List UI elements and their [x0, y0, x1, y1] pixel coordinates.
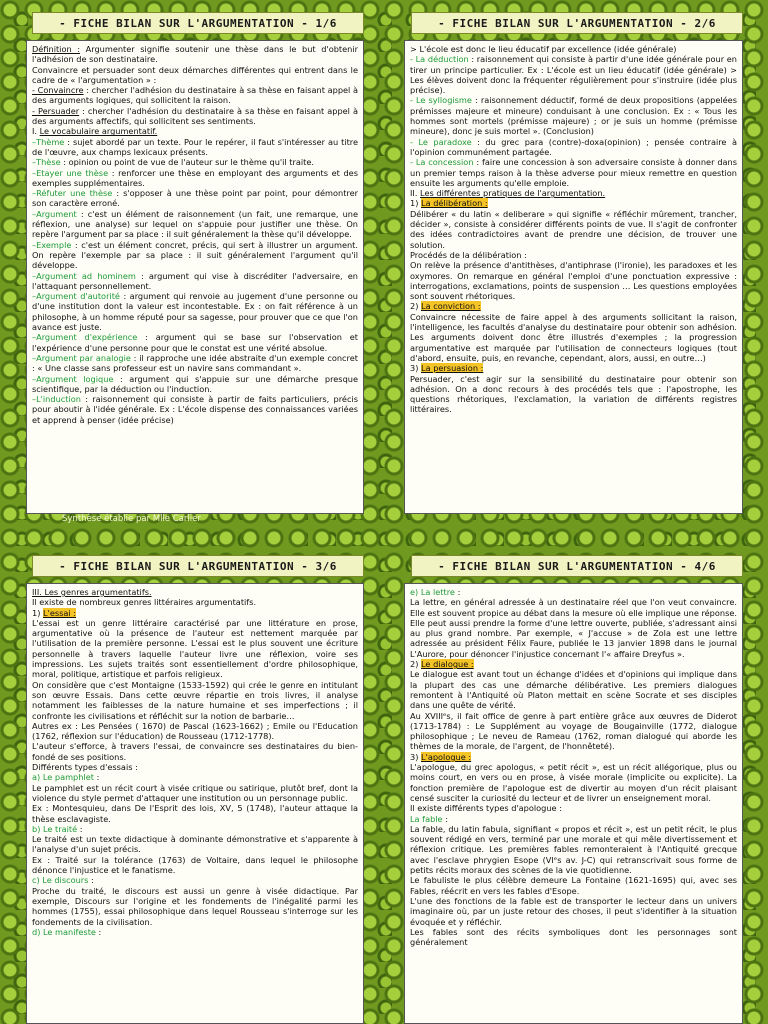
- label-text: La persuasion :: [421, 363, 484, 374]
- paragraph: Autres ex : Les Pensées ( 1670) de Pascal (1623-1662) ; Emile ou l'Education (1762, réflexion sur l'éducation) de Rousseau (1712-1778).: [32, 720, 358, 742]
- label: –Thème: [32, 136, 65, 147]
- paragraph: [32, 44, 358, 65]
- paragraph: [32, 157, 358, 167]
- paragraph: [32, 824, 358, 834]
- paragraph: Le traité est un texte didactique à dominante démonstrative et s'apparente à l'analyse d'un sujet précis.: [32, 834, 358, 855]
- paragraph: Proche du traité, le discours est aussi un genre à visée didactique. Par exemple, Discours sur l'origine et les fondements de l'inégalité parmi les hommes (1755), essai philosophique dans lequel Rousseau s'interroge sur les fondements de la civilisation.: [32, 885, 358, 927]
- paragraph: [32, 927, 358, 937]
- label-text: : raisonnement qui consiste à partir d'une idée générale pour en tirer un principe particulier. Ex : L'école est un lieu éducatif (idée générale) > Les élèves doivent donc la fréquenter régulièrement pour s'instruire (idée plus précise).: [410, 54, 737, 96]
- paragraph: [410, 157, 737, 188]
- label: - La déduction: [410, 54, 469, 65]
- paragraph: La fable, du latin fabula, signifiant « propos et récit », est un petit récit, le plus souvent rédigé en vers, terminé par une morale et qui mêle divertissement et réflexion critique. Les premières fables remonteraient à l'Antiquité grecque avec l'esclave phrygien Esope (VIᵉs av. J-C) qui retranscrivait sous forme de petits récits moraux des scènes de la vie quotidienne.: [410, 823, 737, 876]
- label: –Argument: [32, 208, 77, 219]
- label: 2): [410, 301, 422, 312]
- label: –Réfuter une thèse: [32, 188, 113, 199]
- paragraph: Délibérer « du latin « deliberare » qui signifie « réfléchir mûrement, trancher, décider », consiste à considérer différents points de vue. Il s'agit de confronter des idées contradictoires avant de prendre une décision, de trouver une solution.: [410, 208, 737, 250]
- card-panel-1: [26, 40, 364, 514]
- paragraph: Il existe différents types d'apologue :: [410, 803, 562, 814]
- label-text: :: [88, 875, 94, 886]
- label-text: : chercher l'adhésion du destinataire à sa thèse en faisant appel à des arguments affectifs, qui sollicitent ses sentiments.: [32, 105, 358, 127]
- paragraph: [410, 363, 737, 373]
- card-title-1: - FICHE BILAN SUR L'ARGUMENTATION - 1/6: [32, 12, 364, 34]
- paragraph: Il existe de nombreux genres littéraires argumentatifs.: [32, 597, 257, 608]
- label: –Argument ad hominem: [32, 270, 136, 281]
- paragraph: Convaincre et persuader sont deux démarches différentes qui entrent dans le cadre de « l'argumentation » :: [32, 64, 358, 85]
- label-text: :: [454, 587, 461, 597]
- label-text: L'essai :: [43, 607, 77, 618]
- paragraph: [410, 188, 737, 198]
- label: I.: [32, 126, 40, 137]
- label: –Argument logique: [32, 373, 114, 384]
- label-text: L'apologue :: [421, 751, 472, 762]
- card-title-4: - FICHE BILAN SUR L'ARGUMENTATION - 4/6: [411, 555, 743, 577]
- paragraph: [32, 188, 358, 209]
- paragraph: [32, 374, 358, 395]
- paragraph: [32, 394, 358, 425]
- label-text: : sujet abordé par un texte. Pour le repérer, il faut s'intéresser au titre de l'œuvre, aux champs lexicaux présents.: [32, 136, 358, 157]
- label-text: : argument qui s'appuie sur une démarche presque scientifique, par la déduction ou l'induction.: [32, 373, 358, 394]
- label: 2): [410, 659, 422, 670]
- paragraph: [32, 126, 358, 136]
- label-text: : raisonnement déductif, formé de deux propositions (appelées prémisses majeure et mineure) conduisant à une conclusion. Ex : « Tous les hommes sont mortels (prémisse majeure) ; or je suis un homme (prémisse mineure), donc je suis mortel ». (Conclusion): [410, 95, 737, 137]
- paragraph: On relève la présence d'antithèses, d'antiphrase (l'ironie), les paradoxes et les oxymores. On remarque en général l'emploi d'une ponctuation expressive : interrogations, exclamations, points de suspension … Les questions employées sont souvent rhétoriques.: [410, 260, 737, 302]
- paragraph: [410, 198, 737, 208]
- label: Définition :: [32, 44, 81, 54]
- label: - Le paradoxe: [410, 136, 472, 147]
- paragraph: Ex : Traité sur la tolérance (1763) de Voltaire, dans lequel le philosophe dénonce l'injustice et le fanatisme.: [32, 854, 358, 876]
- label: a) Le pamphlet: [32, 772, 94, 783]
- label-text: : faire une concession à son adversaire consiste à donner dans un premier temps raison à la thèse adverse pour mieux remettre en question ensuite les arguments qu'elle emploie.: [410, 157, 737, 188]
- card-panel-2: [404, 40, 743, 514]
- paragraph: [32, 85, 358, 106]
- label-text: La délibération :: [421, 198, 488, 209]
- label: d) Le manifeste: [32, 926, 96, 937]
- label: –Exemple: [32, 239, 72, 250]
- paragraph: L'une des fonctions de la fable est de transporter le lecteur dans un univers imaginaire où, par un juste retour des choses, il peut s'identifier à la situation évoquée et y réfléchir.: [410, 895, 737, 927]
- label: 1): [32, 607, 44, 618]
- label: 3): [410, 363, 422, 374]
- label: –Argument par analogie: [32, 352, 131, 363]
- paragraph: L'essai est un genre littéraire caractérisé par une littérature en prose, argumentative où la présence de l'auteur est nettement marquée par l'utilisation de la première personne. L'essai est le plus souvent une écriture personnelle à travers laquelle l'auteur livre une réflexion, voire ses impressions. Les sujets traités sont essentiellement d'ordre philosophique, moral, politique, artistique et parfois religieux.: [32, 617, 358, 680]
- label-text: :: [93, 772, 100, 783]
- label-text: : s'opposer à une thèse point par point, pour démontrer son caractère erroné.: [32, 188, 359, 209]
- paragraph: [410, 814, 737, 824]
- label: - Convaincre: [32, 85, 84, 96]
- paragraph: Procédés de la délibération :: [410, 249, 527, 260]
- paragraph: [32, 240, 358, 271]
- label-text: : argument qui renvoie au jugement d'une personne ou d'une institution dont la valeur est incontestable. Ex : on fait référence à un philosophe, à un homme réputé pour sa sagesse, pour prouver que ce que l'on avance est juste.: [32, 291, 358, 333]
- paragraph: Différents types d'essais :: [32, 762, 138, 773]
- card-panel-4: [404, 583, 743, 1024]
- label-text: Le vocabulaire argumentatif.: [39, 126, 158, 137]
- label: - Le syllogisme: [410, 95, 472, 106]
- paragraph: Persuader, c'est agir sur la sensibilité du destinataire pour obtenir son adhésion. On a donc recours à des procédés tels que : l'apostrophe, les questions rhétoriques, l'exclamation, la variation de différents registres littéraires.: [410, 373, 737, 415]
- paragraph: [410, 95, 737, 136]
- label-text: :: [77, 823, 83, 834]
- label: c) Le discours: [32, 875, 89, 886]
- paragraph: [32, 271, 358, 292]
- label-text: :: [95, 926, 102, 937]
- label-text: : chercher l'adhésion du destinataire à sa thèse en faisant appel à des arguments logiques, qui sollicitent la raison.: [32, 85, 358, 106]
- paragraph: [32, 137, 358, 158]
- label: –Argument d'expérience: [32, 332, 138, 343]
- label: 3): [410, 751, 422, 762]
- label: b) Le traité: [32, 823, 78, 834]
- paragraph: Le fabuliste le plus célèbre demeure La Fontaine (1621-1695) qui, avec ses Fables, réécrit en vers les fables d'Esope.: [410, 875, 737, 896]
- label-text: :: [442, 813, 448, 824]
- label: e) La lettre: [410, 587, 455, 597]
- label-text: Argumenter signifie soutenir une thèse dans le but d'obtenir l'adhésion de son destinataire.: [32, 44, 358, 65]
- paragraph: La lettre, en général adressée à un destinataire réel que l'on veut convaincre. Elle est souvent propice au débat dans la mesure où elle implique une réponse. Elle peut aussi prendre la forme d'une lettre ouverte, publiée, s'adressant ainsi au plus grand nombre. Par exemple, « J'accuse » de Zola est une lettre adressée au président Félix Faure, publiée le 13 janvier 1898 dans le journal L'Aurore, pour dénoncer l'injustice concernant l'« affaire Dreyfus ».: [410, 597, 737, 659]
- paragraph: [32, 291, 358, 332]
- paragraph: L'apologue, du grec apologus, « petit récit », est un récit allégorique, plus ou moins court, en vers ou en prose, à visée morale (implicite ou explicite). La fonction première de l'apologue est de divertir au moyen d'un récit plaisant censé susciter la curiosité du lecteur et de livrer un enseignement moral.: [410, 762, 737, 803]
- label: –Argument d'autorité: [32, 291, 120, 302]
- paragraph: Le dialogue est avant tout un échange d'idées et d'opinions qui implique dans la plupart des cas une démarche délibérative. Les premiers dialogues remontent à l'Antiquité où Platon mettait en scène Socrate et ses disciples dans une quête de vérité.: [410, 669, 737, 711]
- card-panel-3: [26, 583, 364, 1024]
- label-text: Le dialogue :: [421, 659, 474, 670]
- paragraph: [410, 587, 737, 597]
- label: - La concession: [410, 157, 474, 168]
- label: La fable: [410, 813, 443, 824]
- paragraph: [32, 106, 358, 127]
- label-text: : du grec para (contre)-doxa(opinion) ; pensée contraire à l'opinion communément partagée.: [410, 136, 737, 157]
- paragraph: > L'école est donc le lieu éducatif par excellence (idée générale): [410, 44, 677, 54]
- label-text: : c'est un élément de raisonnement (un fait, une remarque, une réflexion, une analyse) sur lequel on s'appuie pour justifier une thèse. On repère l'argument par sa place : il suit généralement la thèse qu'il développe.: [32, 208, 358, 240]
- paragraph: Convaincre nécessite de faire appel à des arguments sollicitant la raison, l'intelligence, les facultés d'analyse du destinataire pour obtenir son adhésion. Les arguments doivent donc être illustrés d'exemples ; la progression argumentative est marquée par l'utilisation de connecteurs logiques (tout d'abord, ensuite, puis, en revanche, cependant, alors, aussi, en outre…): [410, 311, 737, 363]
- paragraph: [32, 875, 358, 885]
- paragraph: Ex : Montesquieu, dans De l'Esprit des lois, XV, 5 (1748), l'auteur attaque la thèse esclavagiste.: [32, 803, 358, 824]
- label: II.: [410, 188, 421, 199]
- label-text: : c'est un élément concret, précis, qui sert à illustrer un argument. On repère l'exemple par sa place : il suit généralement l'argument qu'il développe.: [32, 239, 358, 271]
- label-text: : argument qui se base sur l'observation et l'expérience d'une personne pour que le constat est une vérité absolue.: [32, 332, 358, 353]
- card-title-2: - FICHE BILAN SUR L'ARGUMENTATION - 2/6: [411, 12, 743, 34]
- label: 1): [410, 198, 422, 209]
- paragraph: [410, 301, 737, 311]
- label: –Etayer une thèse: [32, 167, 109, 178]
- paragraph: [32, 353, 358, 374]
- label-text: : renforcer une thèse en employant des arguments et des exemples supplémentaires.: [32, 167, 358, 188]
- label-text: : il rapproche une idée abstraite d'un exemple concret : « Une classe sans professeur est un navire sans commandant ».: [32, 352, 358, 374]
- paragraph: [32, 168, 358, 189]
- paragraph: [32, 332, 358, 353]
- label-text: : opinion ou point de vue de l'auteur sur le thème qu'il traite.: [60, 157, 315, 168]
- paragraph: [32, 209, 358, 240]
- paragraph: [410, 137, 737, 158]
- paragraph: Au XVIIIᵉs, il fait office de genre à part entière grâce aux œuvres de Diderot (1713-1784) : Le Supplément au voyage de Bougainville (1772, dialogue philosophique ; Le neveu de Rameau (1762, roman dialogué qui aborde les thèmes de la morale, de l'argent, de l'honnêteté).: [410, 710, 737, 752]
- label: - Persuader: [32, 105, 80, 116]
- label: –Thèse: [32, 157, 61, 168]
- label-text: La conviction :: [421, 301, 481, 312]
- card-title-3: - FICHE BILAN SUR L'ARGUMENTATION - 3/6: [32, 555, 364, 577]
- label-text: : raisonnement qui consiste à partir de faits particuliers, précis pour aboutir à l'idée générale. Ex : L'école dispense des connaissances variées et apprend à penser (idée précise): [32, 394, 358, 425]
- author-caption: Synthèse établie par Mlle Carlier: [62, 514, 201, 524]
- paragraph: [32, 587, 358, 597]
- label-text: III. Les genres argumentatifs.: [32, 587, 152, 597]
- paragraph: Les fables sont des récits symboliques dont les personnages sont généralement: [410, 926, 737, 948]
- paragraph: L'auteur s'efforce, à travers l'essai, de convaincre ses destinataires du bien-fondé de ses positions.: [32, 741, 358, 762]
- paragraph: [32, 608, 358, 618]
- paragraph: On considère que c'est Montaigne (1533-1592) qui crée le genre en intitulant son œuvre Essais. Dans cette œuvre répartie en trois livres, il analyse notamment les faiblesses de la nature humaine et ses imperfections ; il confronte les civilisations et réfléchit sur la notion de barbarie…: [32, 679, 358, 721]
- paragraph: [410, 659, 737, 669]
- label: –L'induction: [32, 394, 81, 405]
- paragraph: [410, 54, 737, 95]
- paragraph: Le pamphlet est un récit court à visée critique ou satirique, plutôt bref, dont la violence du style permet d'attaquer une institution ou un personnage public.: [32, 782, 358, 803]
- paragraph: [32, 772, 358, 782]
- paragraph: [410, 752, 737, 762]
- label-text: Les différentes pratiques de l'argumentation.: [420, 188, 606, 199]
- label-text: : argument qui vise à discréditer l'adversaire, en l'attaquant personnellement.: [32, 270, 358, 291]
